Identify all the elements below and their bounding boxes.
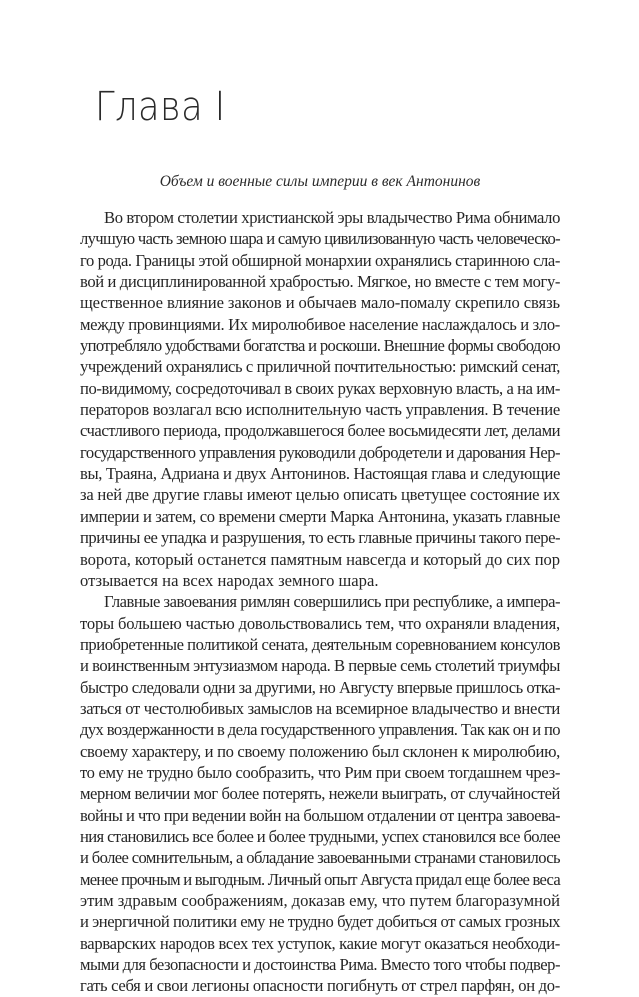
text-line: го рода. Границы этой обширной монархии охранялись старинною сла-	[80, 250, 560, 270]
text-line: гать себя и свои легионы опасности погибнуть от стрел парфян, он до-	[80, 976, 560, 996]
text-line: и воинственным энтузиазмом народа. В первые семь столетий триумфы	[80, 656, 560, 676]
text-line: употребляло удобствами богатства и роскоши. Внешние формы свободою	[80, 336, 560, 356]
paragraph-2	[80, 591, 560, 997]
text-line: учреждений охранялись с приличной почтительностью: римский сенат,	[80, 357, 560, 377]
text-line: ния становились все более и более трудными, успех становился все более	[80, 826, 560, 846]
text-line: счастливого периода, продолжавшегося более восьмидесяти лет, делами	[80, 421, 560, 441]
text-line: за ней две другие главы имеют целью описать цветущее состояние их	[80, 485, 560, 505]
text-line: Во втором столетии христианской эры владычество Рима обнимало	[104, 208, 560, 227]
text-line: вой и дисциплинированной храбростью. Мягкое, но вместе с тем могу-	[80, 272, 560, 292]
chapter-subtitle: Объем и военные силы империи в век Антонинов	[159, 173, 481, 190]
text-line: вы, Траяна, Адриана и двух Антонинов. Настоящая глава и следующие	[80, 464, 560, 484]
text-line: то ему не трудно было сообразить, что Рим при своем тогдашнем чрез-	[80, 762, 560, 782]
text-line: торы большею частью довольствовались тем, что охраняли владения,	[80, 613, 560, 633]
text-line: отзывается на всех народах земного шара.	[80, 570, 379, 590]
text-line: дух воздержанности в дела государственного управления. Так как он и по	[80, 720, 560, 740]
text-line: этим здравым соображениям, доказав ему, что путем благоразумной	[80, 891, 560, 910]
text-line: ператоров возлагал всю исполнительную часть управления. В течение	[80, 400, 560, 420]
text-line: приобретенные политикой сената, деятельным соревнованием консулов	[80, 634, 560, 654]
body-text	[80, 207, 560, 997]
text-line: империи и затем, со времени смерти Марка Антонина, указать главные	[80, 506, 560, 526]
text-line: войны и что при ведении войн на большом отдалении от центра завоева-	[80, 805, 560, 825]
text-line: Главные завоевания римлян совершились при республике, а импера-	[104, 592, 560, 612]
text-line: менее прочным и выгодным. Личный опыт Августа придал еще более веса	[80, 869, 560, 889]
text-line: причины ее упадка и разрушения, то есть главные причины такого пере-	[80, 528, 560, 548]
text-line: лучшую часть земною шара и самую цивилизованную часть человеческо-	[80, 229, 560, 249]
text-line: между провинциями. Их миролюбивое население наслаждалось и зло-	[80, 314, 560, 334]
text-line: быстро следовали одни за другими, но Августу впервые пришлось отка-	[80, 677, 560, 697]
chapter-title: Глава I	[95, 84, 226, 130]
text-line: ворота, который останется памятным навсегда и который до сих пор	[80, 549, 560, 569]
paragraph-1	[80, 207, 560, 591]
text-line: своему характеру, и по своему положению был склонен к миролюбию,	[80, 741, 560, 761]
text-line: заться от честолюбивых замыслов на всемирное владычество и внести	[80, 698, 560, 718]
text-line: щественное влияние законов и обычаев мало-помалу скрепило связь	[80, 293, 560, 313]
text-line: и энергичной политики ему не трудно будет добиться от самых грозных	[80, 912, 560, 932]
text-line: варварских народов всех тех уступок, какие могут оказаться необходи-	[80, 933, 560, 953]
text-line: мерном величии мог более потерять, нежели выиграть, от случайностей	[80, 784, 560, 804]
text-line: по-видимому, сосредоточивал в своих руках верховную власть, а на им-	[80, 378, 560, 398]
text-line: мыми для безопасности и достоинства Рима. Вместо того чтобы подвер-	[80, 955, 560, 975]
text-line: и более сомнительным, а обладание завоеванными странами становилось	[80, 848, 560, 868]
text-line: государственного управления руководили добродетели и дарования Нер-	[80, 442, 560, 462]
